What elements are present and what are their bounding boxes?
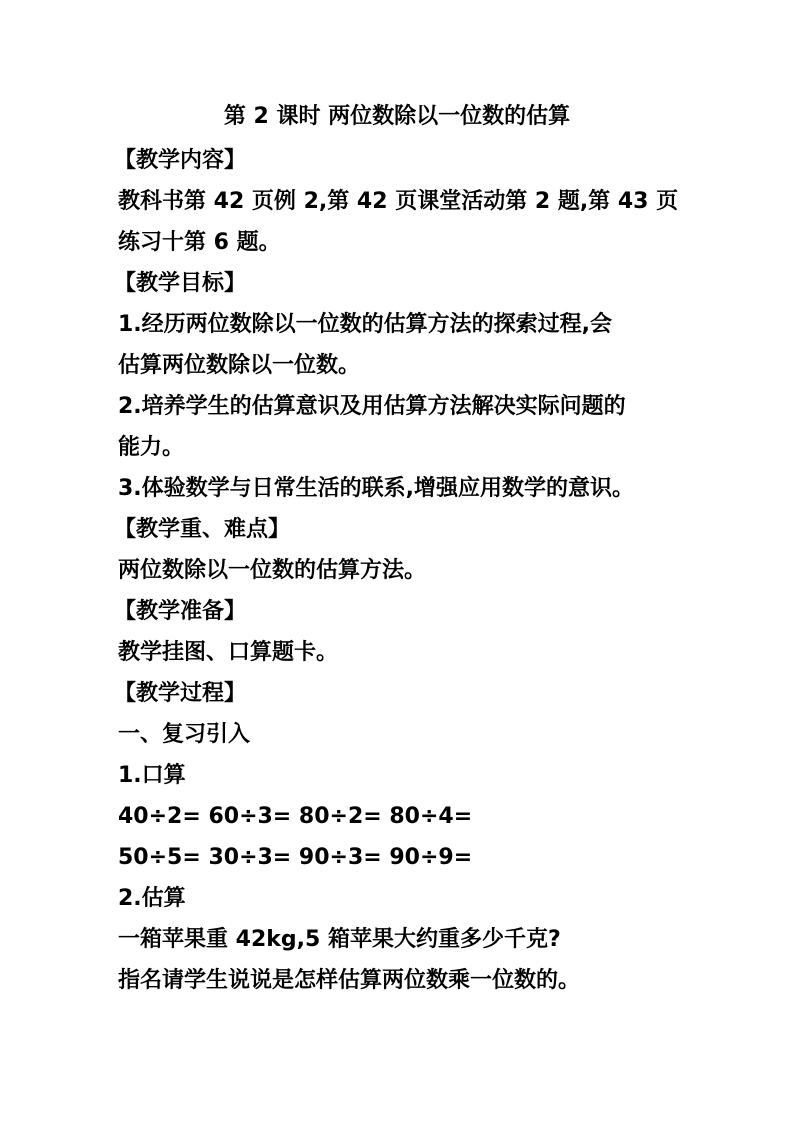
body-line: 1.经历两位数除以一位数的估算方法的探索过程,会 bbox=[118, 312, 613, 337]
body-line: 估算两位数除以一位数。 bbox=[118, 353, 361, 378]
section-heading: 【教学准备】 bbox=[114, 599, 247, 624]
body-line: 教学挂图、口算题卡。 bbox=[118, 640, 339, 665]
body-line: 教科书第 42 页例 2,第 42 页课堂活动第 2 题,第 43 页 bbox=[118, 189, 679, 214]
body-line: 指名请学生说说是怎样估算两位数乘一位数的。 bbox=[118, 968, 581, 993]
body-line: 一、复习引入 bbox=[118, 722, 251, 747]
body-line: 一箱苹果重 42kg,5 箱苹果大约重多少千克? bbox=[118, 927, 561, 952]
body-line: 3.体验数学与日常生活的联系,增强应用数学的意识。 bbox=[118, 476, 635, 501]
body-line: 两位数除以一位数的估算方法。 bbox=[118, 558, 427, 583]
body-line: 1.口算 bbox=[118, 763, 186, 788]
lesson-title: 第 2 课时 两位数除以一位数的估算 bbox=[223, 104, 571, 129]
body-line: 2.培养学生的估算意识及用估算方法解决实际问题的 bbox=[118, 394, 626, 419]
body-line: 2.估算 bbox=[118, 886, 186, 911]
lesson-body bbox=[114, 140, 683, 1001]
body-line: 50÷5= 30÷3= 90÷3= 90÷9= bbox=[118, 845, 473, 870]
body-line: 能力。 bbox=[118, 435, 185, 460]
body-line: 40÷2= 60÷3= 80÷2= 80÷4= bbox=[118, 804, 473, 829]
section-heading: 【教学过程】 bbox=[114, 681, 247, 706]
section-heading: 【教学内容】 bbox=[114, 148, 247, 173]
body-line: 练习十第 6 题。 bbox=[118, 230, 281, 255]
section-heading: 【教学目标】 bbox=[114, 271, 247, 296]
section-heading: 【教学重、难点】 bbox=[114, 517, 291, 542]
